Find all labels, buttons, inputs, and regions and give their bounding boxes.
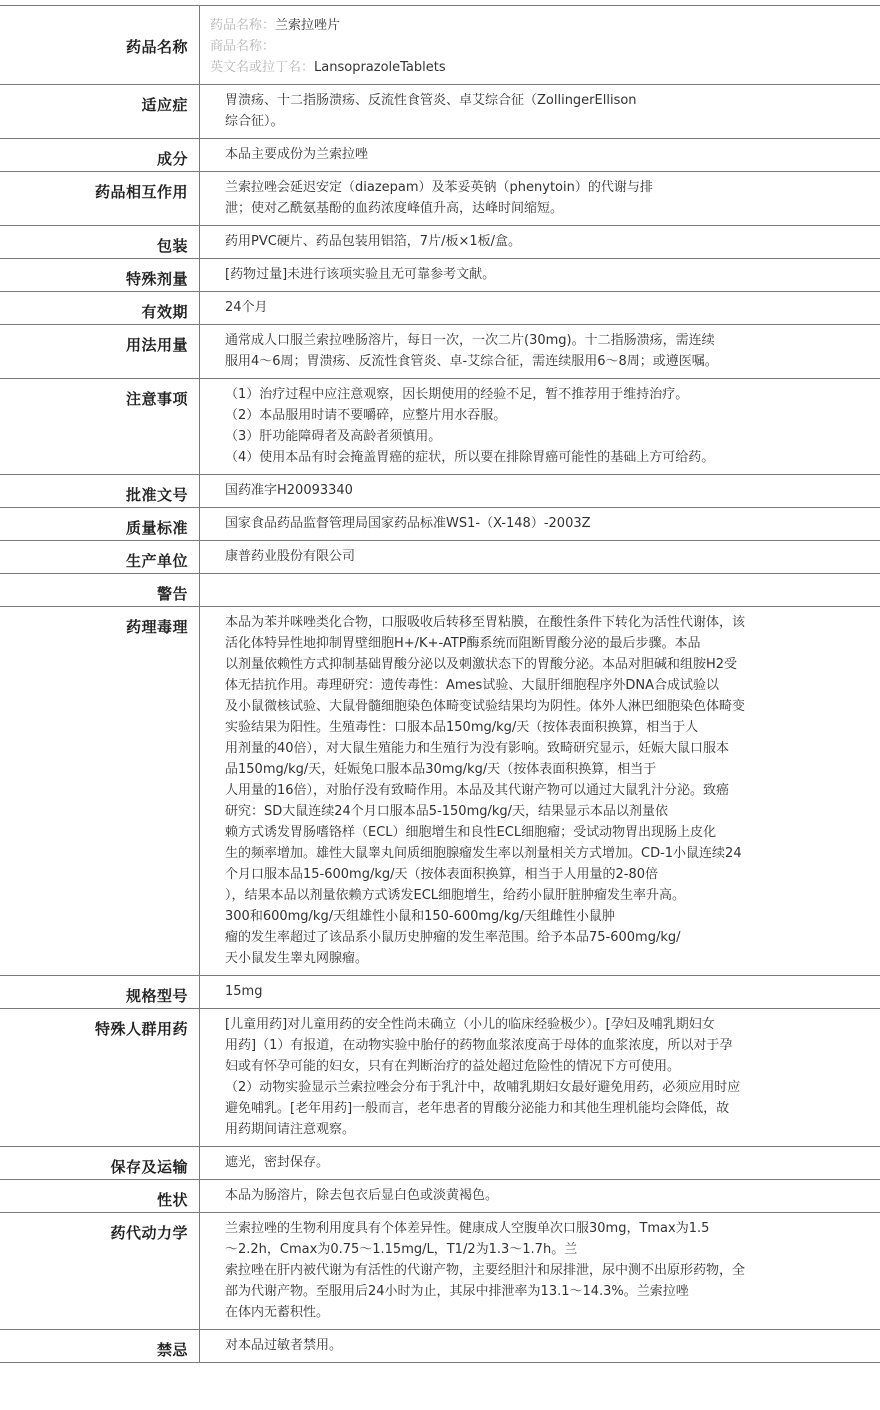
text-line: （4）使用本品有时会掩盖胃癌的症状，所以要在排除胃癌可能性的基础上方可给药。 [225, 450, 715, 465]
text-line: 妇或有怀孕可能的妇女，只有在判断治疗的益处超过危险性的情况下方可使用。 [225, 1059, 681, 1074]
row-label: 特殊剂量 [0, 259, 200, 291]
text-line: （1）治疗过程中应注意观察，因长期使用的经验不足，暂不推荐用于维持治疗。 [225, 387, 689, 402]
text-line: 24个月 [225, 300, 268, 315]
row-label: 保存及运输 [0, 1147, 200, 1179]
text-line: 遮光，密封保存。 [225, 1155, 330, 1170]
info-row [0, 258, 880, 291]
text-line: 实验结果为阳性。生殖毒性：口服本品150mg/kg/天（按体表面积换算，相当于人 [225, 720, 699, 735]
info-row [0, 540, 880, 573]
row-value [200, 379, 880, 474]
text-line: （2）本品服用时请不要嚼碎，应整片用水吞服。 [225, 408, 507, 423]
row-value [200, 1213, 880, 1329]
row-label: 特殊人群用药 [0, 1009, 200, 1146]
text-line: 300和600mg/kg/天组雄性小鼠和150-600mg/kg/天组雌性小鼠肿 [225, 909, 615, 924]
row-label: 禁忌 [0, 1330, 200, 1362]
row-value [200, 139, 880, 171]
text-line: 部为代谢产物。至服用后24小时为止，其尿中排泄率为13.1～14.3%。兰索拉唑 [225, 1284, 689, 1299]
text-line: 赖方式诱发胃肠嗜铬样（ECL）细胞增生和良性ECL细胞瘤；受试动物胃出现肠上皮化 [225, 825, 717, 840]
text-line: 瘤的发生率超过了该品系小鼠历史肿瘤的发生率范围。给予本品75-600mg/kg/ [225, 930, 681, 945]
row-label: 生产单位 [0, 541, 200, 573]
info-row [0, 1179, 880, 1212]
row-value [200, 541, 880, 573]
info-row [0, 1146, 880, 1179]
text-line: 康普药业股份有限公司 [225, 549, 356, 564]
row-label: 包装 [0, 226, 200, 258]
text-line: 生的频率增加。雄性大鼠睾丸间质细胞腺瘤发生率以剂量相关方式增加。CD-1小鼠连续24 [225, 846, 742, 861]
text-line: 天小鼠发生睾丸网腺瘤。 [225, 951, 369, 966]
text-line: 胃溃疡、十二指肠溃疡、反流性食管炎、卓艾综合征（ZollingerEllison [225, 93, 637, 108]
info-row [0, 1212, 880, 1329]
info-row [0, 474, 880, 507]
row-label: 用法用量 [0, 325, 200, 378]
row-label: 药品名称 [0, 6, 200, 84]
row-value [200, 259, 880, 291]
text-line: 15mg [225, 984, 263, 999]
text-line: 用药期间请注意观察。 [225, 1122, 356, 1137]
info-row [0, 507, 880, 540]
text-line: 兰索拉唑的生物利用度具有个体差异性。健康成人空腹单次口服30mg，Tmax为1.5 [225, 1221, 710, 1236]
row-label: 适应症 [0, 85, 200, 138]
row-label: 药理毒理 [0, 607, 200, 975]
text-line: 人用量的16倍），对胎仔没有致畸作用。本品及其代谢产物可以通过大鼠乳汁分泌。致癌 [225, 783, 730, 798]
text-line: 兰索拉唑会延迟安定（diazepam）及苯妥英钠（phenytoin）的代谢与排 [225, 180, 653, 195]
row-label: 注意事项 [0, 379, 200, 474]
info-row [0, 573, 880, 606]
text-line: 个月口服本品15-600mg/kg/天（按体表面积换算，相当于人用量的2-80倍 [225, 867, 659, 882]
row-label: 成分 [0, 139, 200, 171]
text-line: 对本品过敏者禁用。 [225, 1338, 343, 1353]
text-line: 国药准字H20093340 [225, 483, 353, 498]
row-label: 警告 [0, 574, 200, 606]
text-line: 本品主要成份为兰索拉唑 [225, 147, 369, 162]
text-line: 综合征）。 [225, 114, 284, 129]
row-label: 药品相互作用 [0, 172, 200, 225]
english-name: 英文名或拉丁名：LansoprazoleTablets [210, 60, 446, 75]
info-row [0, 225, 880, 258]
text-line: 通常成人口服兰索拉唑肠溶片，每日一次，一次二片(30mg)。十二指肠溃疡，需连续 [225, 333, 715, 348]
row-label: 批准文号 [0, 475, 200, 507]
text-line: 用药]（1）有报道，在动物实验中胎仔的药物血浆浓度高于母体的血浆浓度，所以对于孕 [225, 1038, 733, 1053]
text-line: 泄；使对乙酰氨基酚的血药浓度峰值升高，达峰时间缩短。 [225, 201, 564, 216]
text-line: 本品为肠溶片，除去包衣后显白色或淡黄褐色。 [225, 1188, 499, 1203]
text-line: ～2.2h，Cmax为0.75～1.15mg/L，T1/2为1.3～1.7h。兰 [225, 1242, 578, 1257]
text-line: 服用4～6周；胃溃疡、反流性食管炎、卓-艾综合征，需连续服用6～8周；或遵医嘱。 [225, 354, 718, 369]
text-line: 避免哺乳。[老年用药]一般而言，老年患者的胃酸分泌能力和其他生理机能均会降低，故 [225, 1101, 730, 1116]
info-row [0, 84, 880, 138]
info-row [0, 606, 880, 975]
row-value [200, 976, 880, 1008]
text-line: 活化体特异性地抑制胃壁细胞H+/K+-ATP酶系统而阻断胃酸分泌的最后步骤。本品 [225, 636, 701, 651]
text-line: 以剂量依赖性方式抑制基础胃酸分泌以及刺激状态下的胃酸分泌。本品对胆碱和组胺H2受 [225, 657, 738, 672]
row-value [200, 85, 880, 138]
info-row [0, 1008, 880, 1146]
text-line: 品150mg/kg/天，妊娠兔口服本品30mg/kg/天（按体表面积换算，相当于 [225, 762, 657, 777]
row-label: 规格型号 [0, 976, 200, 1008]
row-label: 药代动力学 [0, 1213, 200, 1329]
info-row [0, 378, 880, 474]
text-line: （2）动物实验显示兰索拉唑会分布于乳汁中，故哺乳期妇女最好避免用药，必须应用时应 [225, 1080, 741, 1095]
info-row [0, 1329, 880, 1363]
text-line: 本品为苯并咪唑类化合物，口服吸收后转移至胃粘膜，在酸性条件下转化为活性代谢体，该 [225, 615, 746, 630]
text-line: [儿童用药]对儿童用药的安全性尚未确立（小儿的临床经验极少）。[孕妇及哺乳期妇女 [225, 1017, 715, 1032]
text-line: [药物过量]未进行该项实验且无可靠参考文献。 [225, 267, 496, 282]
row-value [200, 475, 880, 507]
row-value [200, 172, 880, 225]
row-value [200, 607, 880, 975]
info-row [0, 324, 880, 378]
row-value [200, 226, 880, 258]
text-line: 索拉唑在肝内被代谢为有活性的代谢产物，主要经胆汁和尿排泄，尿中测不出原形药物，全 [225, 1263, 746, 1278]
text-line: 及小鼠微核试验、大鼠骨髓细胞染色体畸变试验结果均为阴性。体外人淋巴细胞染色体畸变 [225, 699, 746, 714]
row-value [200, 1180, 880, 1212]
generic-name: 药品名称：兰索拉唑片 [210, 18, 341, 33]
row-value [200, 574, 880, 606]
row-label: 性状 [0, 1180, 200, 1212]
drug-name-cell [200, 6, 880, 84]
text-line: 国家食品药品监督管理局国家药品标准WS1-（X-148）-2003Z [225, 516, 591, 531]
text-line: 在体内无蓄积性。 [225, 1305, 330, 1320]
text-line: ），结果本品以剂量依赖方式诱发ECL细胞增生，给药小鼠肝脏肿瘤发生率升高。 [225, 888, 686, 903]
row-value [200, 1147, 880, 1179]
text-line: （3）肝功能障碍者及高龄者须慎用。 [225, 429, 442, 444]
trade-name: 商品名称： [210, 39, 276, 54]
drug-info-table [0, 5, 880, 1363]
text-line [225, 579, 790, 600]
row-value [200, 325, 880, 378]
info-row [0, 291, 880, 324]
info-row [0, 171, 880, 225]
info-row [0, 975, 880, 1008]
row-label: 质量标准 [0, 508, 200, 540]
row-label: 有效期 [0, 292, 200, 324]
row-value [200, 1009, 880, 1146]
text-line: 药用PVC硬片、药品包装用铝箔，7片/板×1板/盒。 [225, 234, 522, 249]
row-value [200, 1330, 880, 1362]
row-value [200, 292, 880, 324]
drug-name-row [0, 5, 880, 84]
text-line: 体无拮抗作用。毒理研究：遗传毒性：Ames试验、大鼠肝细胞程序外DNA合成试验以 [225, 678, 719, 693]
text-line: 用剂量的40倍），对大鼠生殖能力和生殖行为没有影响。致畸研究显示，妊娠大鼠口服本 [225, 741, 730, 756]
row-value [200, 508, 880, 540]
info-row [0, 138, 880, 171]
text-line: 研究：SD大鼠连续24个月口服本品5-150mg/kg/天，结果显示本品以剂量依 [225, 804, 669, 819]
